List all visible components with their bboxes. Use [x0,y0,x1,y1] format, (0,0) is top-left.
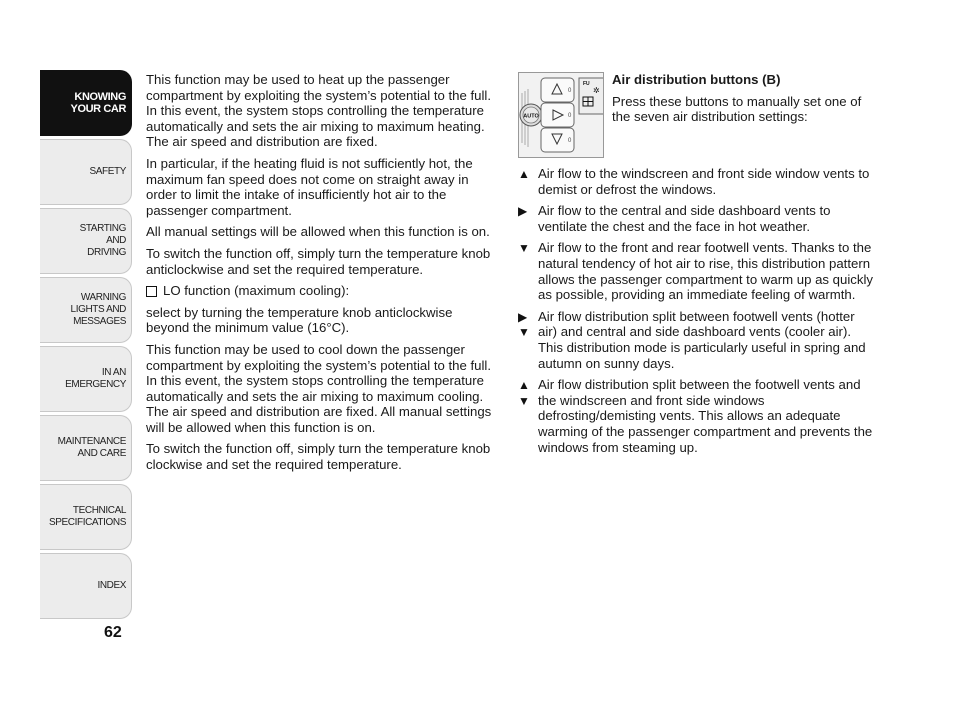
checkbox-bullet-icon [146,286,157,297]
svg-text:0: 0 [568,113,572,119]
distribution-item [518,203,873,234]
tab-safety[interactable]: SAFETY [40,139,132,205]
triangle-up-icon: ▲ [518,378,530,393]
section-intro: Press these buttons to manually set one of the seven air distribution settings: [612,93,862,125]
tab-knowing-your-car[interactable]: KNOWING YOUR CAR [40,70,132,136]
triangle-up-icon: ▲ [518,167,530,181]
triangle-down-icon: ▼ [518,393,530,408]
tab-warning-lights-and-messages[interactable]: WARNING LIGHTS AND MESSAGES [40,277,132,343]
paragraph: This function may be used to heat up the passenger compartment by exploiting the system’s potential to the full. In this event, the system stops controlling the temperature automatically and sets the air mixing to maximum heating. The air speed and distribution are fixed. [146,72,492,150]
paragraph: To switch the function off, simply turn the temperature knob clockwise and set the required temperature. [146,441,491,473]
triangle-down-icon: ▼ [518,325,530,340]
lo-function-item [146,283,498,299]
distribution-item-text: Air flow to the central and side dashboard vents to ventilate the chest and the face in hot weather. [538,203,831,234]
tab-index[interactable]: INDEX [40,553,132,619]
auto-button-label: AUTO [523,113,539,120]
paragraph: All manual settings will be allowed when this function is on. [146,224,490,240]
svg-text:✲: ✲ [593,86,600,95]
tab-maintenance-and-care[interactable]: MAINTENANCE AND CARE [40,415,132,481]
air-distribution-header [612,72,872,125]
left-column [146,72,498,479]
distribution-item [518,309,873,371]
paragraph: select by turning the temperature knob anticlockwise beyond the minimum value (16°C). [146,304,453,336]
distribution-item-text: Air flow to the front and rear footwell vents. Thanks to the natural tendency of hot air to rise, this distribution pattern allows the passenger compartment to warm up as quickly as possible, providing an immediate feeling of warmth. [538,240,873,303]
page-number: 62 [104,624,122,641]
lo-function-title: LO function (maximum cooling): [163,283,350,299]
air-distribution-list [518,166,873,461]
tab-technical-specifications[interactable]: TECHNICAL SPECIFICATIONS [40,484,132,550]
distribution-item [518,377,873,455]
section-heading: Air distribution buttons (B) [612,72,781,87]
partial-panel-label: FU [583,81,590,87]
tab-starting-and-driving[interactable]: STARTING AND DRIVING [40,208,132,274]
distribution-item [518,166,873,197]
distribution-item-text: Air flow distribution split between the footwell vents and the windscreen and front side windows defrosting/demisting vents. This allows an adequate warming of the passenger compartment and prevents the windows from steaming up. [538,377,873,455]
triangle-down-icon: ▼ [518,241,530,256]
distribution-item [518,240,873,302]
distribution-item-text: Air flow to the windscreen and front side window vents to demist or defrost the windows. [538,166,870,197]
triangle-right-icon: ▶ [518,204,528,219]
chapter-sidebar [40,70,132,622]
paragraph: This function may be used to cool down the passenger compartment by exploiting the system’s potential to the full. In this event, the system stops controlling the temperature automatically and sets the air mixing to maximum cooling. The air speed and distribution are fixed. All manual settings will be allowed when this function is on. [146,341,492,435]
paragraph: In particular, if the heating fluid is not sufficiently hot, the maximum fan speed does not come on straight away in order to limit the intake of insufficiently hot air to the passenger compartment. [146,155,473,218]
paragraph: To switch the function off, simply turn the temperature knob anticlockwise and set the required temperature. [146,245,491,277]
air-distribution-panel-illustration [518,72,604,158]
distribution-item-text: Air flow distribution split between footwell vents (hotter air) and central and side dashboard vents (cooler air). This distribution mode is particularly useful in spring and autumn on sunny days. [538,308,866,371]
svg-text:0: 0 [568,88,572,94]
svg-text:0: 0 [568,138,572,144]
tab-in-an-emergency[interactable]: IN AN EMERGENCY [40,346,132,412]
triangle-right-icon: ▶ [518,309,528,324]
